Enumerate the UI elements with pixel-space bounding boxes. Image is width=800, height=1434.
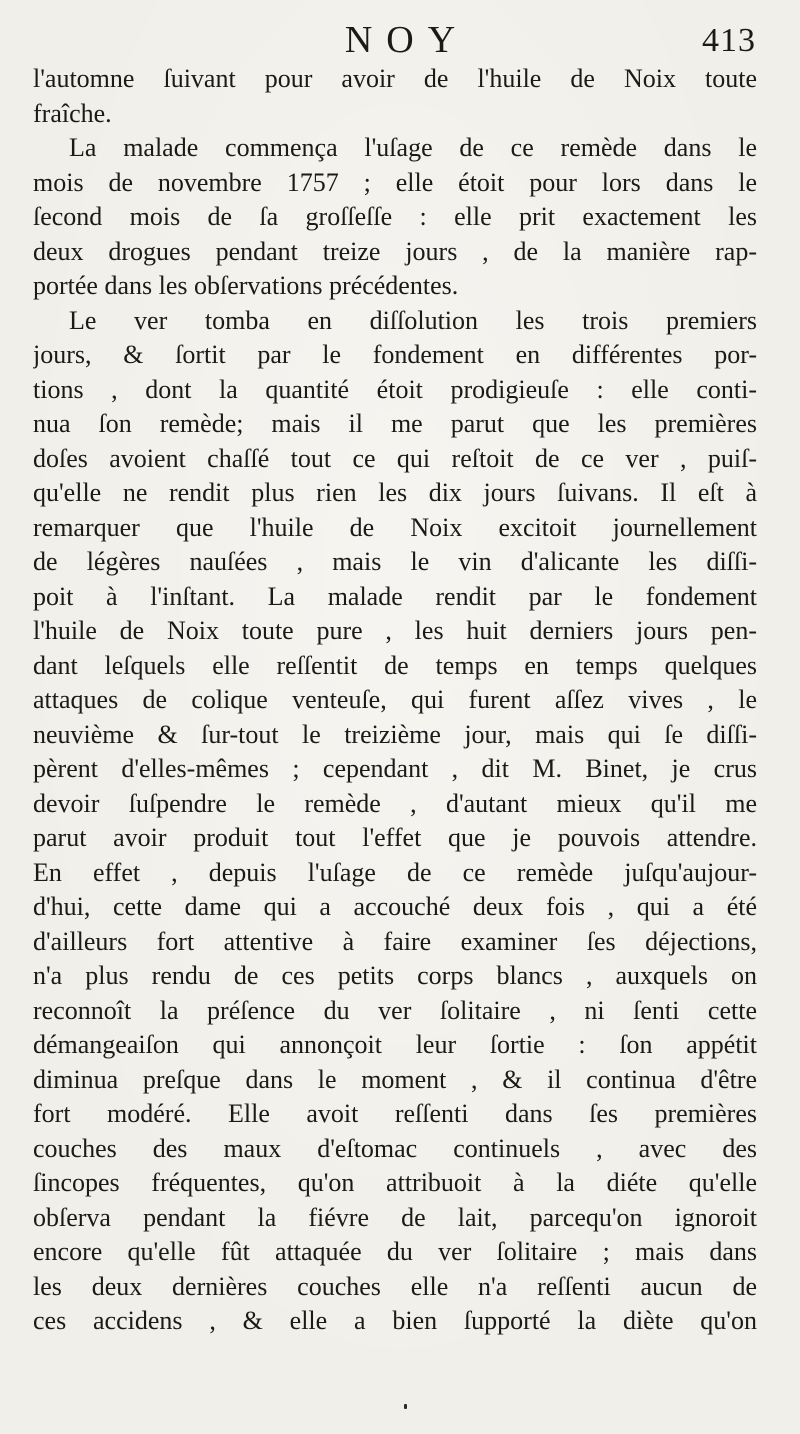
text-line: n'a plus rendu de ces petits corps blancs , auxquels on [33,961,757,990]
text-line: pèrent d'elles-mêmes ; cependant , dit M. Binet, je crus [33,754,757,783]
ink-speck [404,1404,407,1409]
text-line: Le ver tomba en diſſolution les trois premiers [69,305,757,335]
page-number: 413 [702,22,756,59]
text-line: portée dans les obſervations précédentes. [33,271,459,300]
text-line: diminua preſque dans le moment , & il continua d'être [33,1064,757,1094]
text-line: jours, & ſortit par le fondement en différentes por- [33,340,757,369]
text-line: dant leſquels elle reſſentit de temps en temps quelques [33,650,757,680]
text-line: attaques de colique venteuſe, qui furent aſſez vives , le [33,685,757,714]
text-line: reconnoît la préſence du ver ſolitaire , ni ſenti cette [33,995,757,1025]
running-head [0,14,800,64]
text-line: l'huile de Noix toute pure , les huit derniers jours pen- [33,616,757,645]
text-line: ſecond mois de ſa groſſeſſe : elle prit exactement les [33,202,757,231]
text-line: d'ailleurs fort attentive à faire examiner ſes déjections, [33,926,757,956]
text-line: démangeaiſon qui annonçoit leur ſortie : ſon appétit [33,1030,757,1059]
text-line: nua ſon remède; mais il me parut que les premières [33,409,757,438]
text-line: encore qu'elle fût attaquée du ver ſolitaire ; mais dans [33,1237,757,1266]
text-line: La malade commença l'uſage de ce remède dans le [69,133,757,162]
text-line: d'hui, cette dame qui a accouché deux fois , qui a été [33,892,757,921]
text-line: devoir ſuſpendre le remède , d'autant mieux qu'il me [33,788,757,818]
body-text [33,62,757,1339]
text-line: qu'elle ne rendit plus rien les dix jours ſuivans. Il eſt à [33,478,757,507]
text-line: En effet , depuis l'uſage de ce remède juſqu'aujour- [33,857,757,887]
running-title: NOY [344,19,470,61]
text-line: remarquer que l'huile de Noix excitoit journellement [33,512,757,542]
text-line: de légères nauſées , mais le vin d'alicante les diſſi- [33,547,757,576]
text-line: fort modéré. Elle avoit reſſenti dans ſes premières [33,1099,757,1128]
text-line: ces accidens , & elle a bien ſupporté la diète qu'on [33,1306,757,1335]
text-line: ſincopes fréquentes, qu'on attribuoit à la diéte qu'elle [33,1168,757,1197]
text-line: poit à l'inſtant. La malade rendit par le fondement [33,581,757,611]
text-line: l'automne ſuivant pour avoir de l'huile de Noix toute [33,64,757,93]
text-line: mois de novembre 1757 ; elle étoit pour lors dans le [33,167,757,197]
text-line: neuvième & ſur-tout le treizième jour, mais qui ſe diſſi- [33,719,757,749]
text-line: couches des maux d'eſtomac continuels , avec des [33,1133,757,1163]
text-line: tions , dont la quantité étoit prodigieuſe : elle conti- [33,374,757,404]
text-line: fraîche. [33,98,112,128]
text-line: obſerva pendant la fiévre de lait, parcequ'on ignoroit [33,1202,757,1232]
text-line: les deux dernières couches elle n'a reſſenti aucun de [33,1271,757,1301]
text-line: parut avoir produit tout l'effet que je pouvois attendre. [33,823,757,852]
text-line: doſes avoient chaſſé tout ce qui reſtoit de ce ver , puiſ- [33,443,757,473]
text-line: deux drogues pendant treize jours , de la manière rap- [33,236,757,266]
